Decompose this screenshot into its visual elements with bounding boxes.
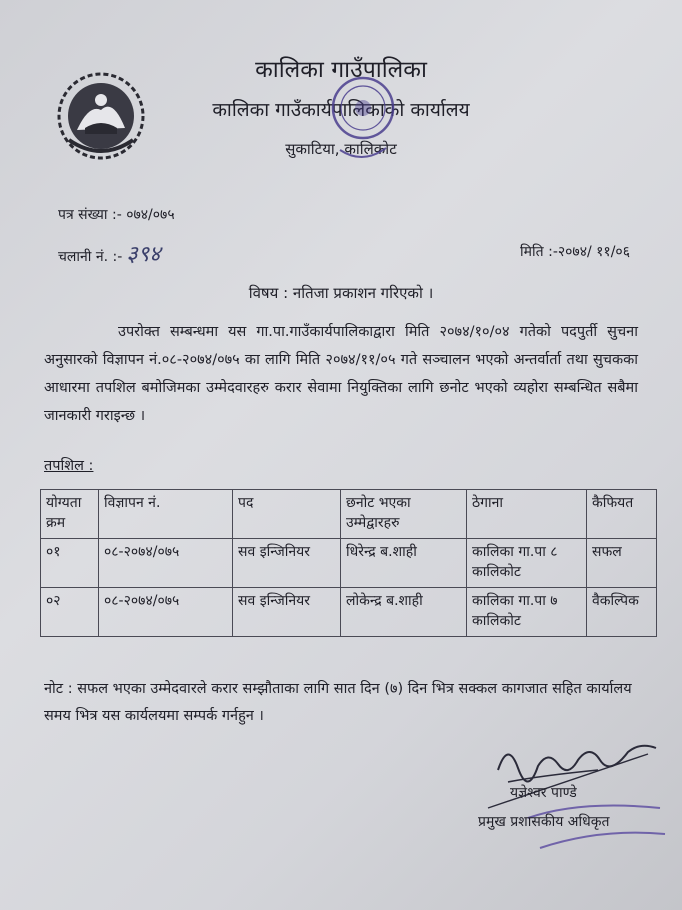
dispatch-value-handwritten: ३९४ — [126, 242, 161, 267]
col-header-post: पद — [233, 490, 341, 539]
municipality-name: कालिका गाउँपालिका — [255, 57, 427, 83]
table-row — [41, 588, 657, 637]
cell-address: कालिका गा.पा ८ कालिकोट — [467, 539, 587, 588]
cell-serial: ०२ — [41, 588, 99, 637]
cell-serial: ०१ — [41, 539, 99, 588]
details-label: तपशिल : — [44, 458, 94, 474]
cell-ad-number: ०८-२०७४/०७५ — [99, 539, 233, 588]
letter-body — [44, 318, 638, 430]
dispatch-label: चलानी नं. :- — [58, 249, 123, 265]
cell-candidate: धिरेन्द्र ब.शाही — [341, 539, 467, 588]
cell-remarks: सफल — [587, 539, 657, 588]
results-table — [40, 489, 657, 637]
letter-date: मिति :-२०७४/ ११/०६ — [520, 244, 630, 260]
signatory-title: प्रमुख प्रशासकीय अधिकृत — [478, 814, 610, 830]
cell-post: सव इन्जिनियर — [233, 588, 341, 637]
letter-subject: विषय : नतिजा प्रकाशन गरिएको । — [248, 284, 434, 302]
dispatch-number — [58, 238, 161, 268]
cell-ad-number: ०८-२०७४/०७५ — [99, 588, 233, 637]
col-header-candidates: छनोट भएका उम्मेद्वारहरु — [341, 490, 467, 539]
office-address: सुकाटिया, कालिकोट — [285, 140, 397, 158]
signatory-name: यज्ञेश्वर पाण्डे — [510, 785, 577, 801]
cell-post: सव इन्जिनियर — [233, 539, 341, 588]
letter-note: नोट : सफल भएका उम्मेदवारले करार सम्झौताका लागि सात दिन (७) दिन भित्र सक्कल कागजात सहित कार्यालय समय भित्र यस कार्यलयमा सम्पर्क गर्नहुन । — [44, 681, 632, 724]
cell-candidate: लोकेन्द्र ब.शाही — [341, 588, 467, 637]
col-header-ad-number: विज्ञापन नं. — [99, 490, 233, 539]
col-header-address: ठेगाना — [467, 490, 587, 539]
letter-number: पत्र संख्या :- ०७४/०७५ — [58, 207, 175, 223]
body-paragraph: उपरोक्त सम्बन्धमा यस गा.पा.गाउँकार्यपालिकाद्वारा मिति २०७४/१०/०४ गतेको पदपुर्ती सुचना अनुसारको विज्ञापन नं.०८-२०७४/०७५ का लागि मिति २०७४/११/०५ गते सञ्चालन भएको अन्तर्वार्ता तथा सुचकका आधारमा तपशिल बमोजिमका उम्मेदवारहरु करार सेवामा नियुक्तिका लागि छनोट भएको व्यहोरा सम्बन्धित सबैमा जानकारी गराइन्छ । — [44, 324, 638, 424]
cell-address: कालिका गा.पा ७ कालिकोट — [467, 588, 587, 637]
col-header-serial: योग्यता क्रम — [41, 490, 99, 539]
office-name: कालिका गाउँकार्यपालिकाको कार्यालय — [212, 99, 470, 121]
table-header-row — [41, 490, 657, 539]
office-round-seal-icon — [322, 70, 404, 170]
table-row — [41, 539, 657, 588]
col-header-remarks: कैफियत — [587, 490, 657, 539]
cell-remarks: वैकल्पिक — [587, 588, 657, 637]
